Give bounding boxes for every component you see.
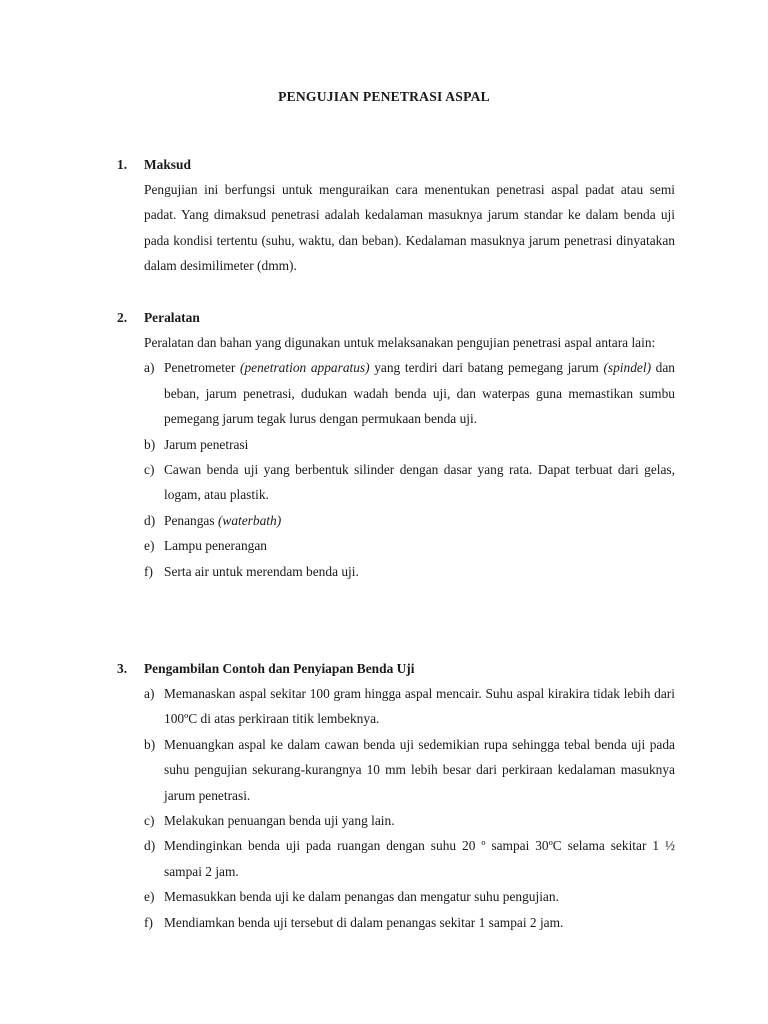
list-marker: f) bbox=[144, 563, 153, 579]
list-item-text: Penetrometer (penetration apparatus) yang terdiri dari batang pemegang jarum (spindel) dan beban, jarum penetrasi, dudukan wadah benda uji, dan waterpas guna memastikan sumbu pemegang jarum tegak lurus dengan permukaan benda uji. bbox=[164, 360, 675, 427]
list-item bbox=[144, 355, 675, 431]
list-marker: e) bbox=[144, 538, 155, 554]
section-heading bbox=[117, 305, 675, 330]
section-number: 3. bbox=[117, 661, 128, 676]
list-item bbox=[144, 432, 675, 457]
italic-term: (penetration apparatus) bbox=[240, 360, 370, 376]
list-item bbox=[144, 732, 675, 808]
list-item-text: Memasukkan benda uji ke dalam penangas dan mengatur suhu pengujian. bbox=[164, 889, 559, 905]
section-peralatan bbox=[117, 305, 675, 584]
list-marker: c) bbox=[144, 813, 155, 829]
section-heading bbox=[117, 152, 675, 177]
list-item bbox=[144, 508, 675, 533]
list-item-text: Penangas (waterbath) bbox=[164, 512, 282, 528]
section-title: Peralatan bbox=[144, 310, 200, 325]
section-title: Pengambilan Contoh dan Penyiapan Benda Uji bbox=[144, 661, 415, 676]
list-item bbox=[144, 533, 675, 558]
list-item-text: Menuangkan aspal ke dalam cawan benda uji sedemikian rupa sehingga tebal benda uji pada suhu pengujian sekurang-kurangnya 10 mm lebih besar dari perkiraan kedalaman masuknya jarum penetrasi. bbox=[164, 736, 675, 803]
list-item bbox=[144, 457, 675, 508]
list-item-text: Memanaskan aspal sekitar 100 gram hingga aspal mencair. Suhu aspal kirakira tidak lebih dari 100ºC di atas perkiraan titik lembeknya. bbox=[164, 686, 675, 727]
list-item bbox=[144, 833, 675, 884]
list-item bbox=[144, 559, 675, 584]
section-title: Maksud bbox=[144, 157, 191, 172]
equipment-list bbox=[144, 355, 675, 584]
list-item bbox=[144, 910, 675, 935]
procedure-list bbox=[144, 681, 675, 935]
list-item-text: Serta air untuk merendam benda uji. bbox=[164, 563, 359, 579]
list-item-text: Cawan benda uji yang berbentuk silinder dengan dasar yang rata. Dapat terbuat dari gelas, logam, atau plastik. bbox=[164, 462, 675, 503]
list-marker: e) bbox=[144, 889, 155, 905]
italic-term: (waterbath) bbox=[217, 512, 282, 528]
section-heading bbox=[117, 656, 675, 681]
list-marker: d) bbox=[144, 512, 156, 528]
list-marker: b) bbox=[144, 736, 156, 752]
section-pengambilan-contoh bbox=[117, 656, 675, 935]
section-number: 1. bbox=[117, 157, 128, 172]
list-item-text: Melakukan penuangan benda uji yang lain. bbox=[164, 813, 395, 829]
section-number: 2. bbox=[117, 310, 128, 325]
list-item bbox=[144, 808, 675, 833]
document-title: PENGUJIAN PENETRASI ASPAL bbox=[278, 89, 490, 104]
section-paragraph: Peralatan dan bahan yang digunakan untuk melaksanakan pengujian penetrasi aspal antara lain: bbox=[144, 335, 656, 350]
list-item bbox=[144, 681, 675, 732]
list-marker: f) bbox=[144, 914, 153, 930]
list-marker: d) bbox=[144, 838, 156, 854]
section-paragraph: Pengujian ini berfungsi untuk menguraikan cara menentukan penetrasi aspal padat atau semi padat. Yang dimaksud penetrasi adalah kedalaman masuknya jarum standar ke dalam benda uji pada kondisi tertentu (suhu, waktu, dan beban). Kedalaman masuknya jarum penetrasi dinyatakan dalam desimilimeter (dmm). bbox=[144, 182, 675, 274]
list-item-text: Mendiamkan benda uji tersebut di dalam penangas sekitar 1 sampai 2 jam. bbox=[164, 914, 564, 930]
list-item-text: Mendinginkan benda uji pada ruangan dengan suhu 20 º sampai 30ºC selama sekitar 1 ½ sampai 2 jam. bbox=[164, 838, 675, 879]
list-item-text: Lampu penerangan bbox=[164, 538, 267, 554]
italic-term: (spindel) bbox=[603, 360, 652, 376]
list-marker: c) bbox=[144, 462, 155, 478]
list-marker: a) bbox=[144, 360, 155, 376]
list-marker: b) bbox=[144, 436, 156, 452]
list-marker: a) bbox=[144, 686, 155, 701]
list-item-text: Jarum penetrasi bbox=[164, 436, 249, 452]
section-maksud bbox=[117, 152, 675, 279]
list-item bbox=[144, 884, 675, 909]
